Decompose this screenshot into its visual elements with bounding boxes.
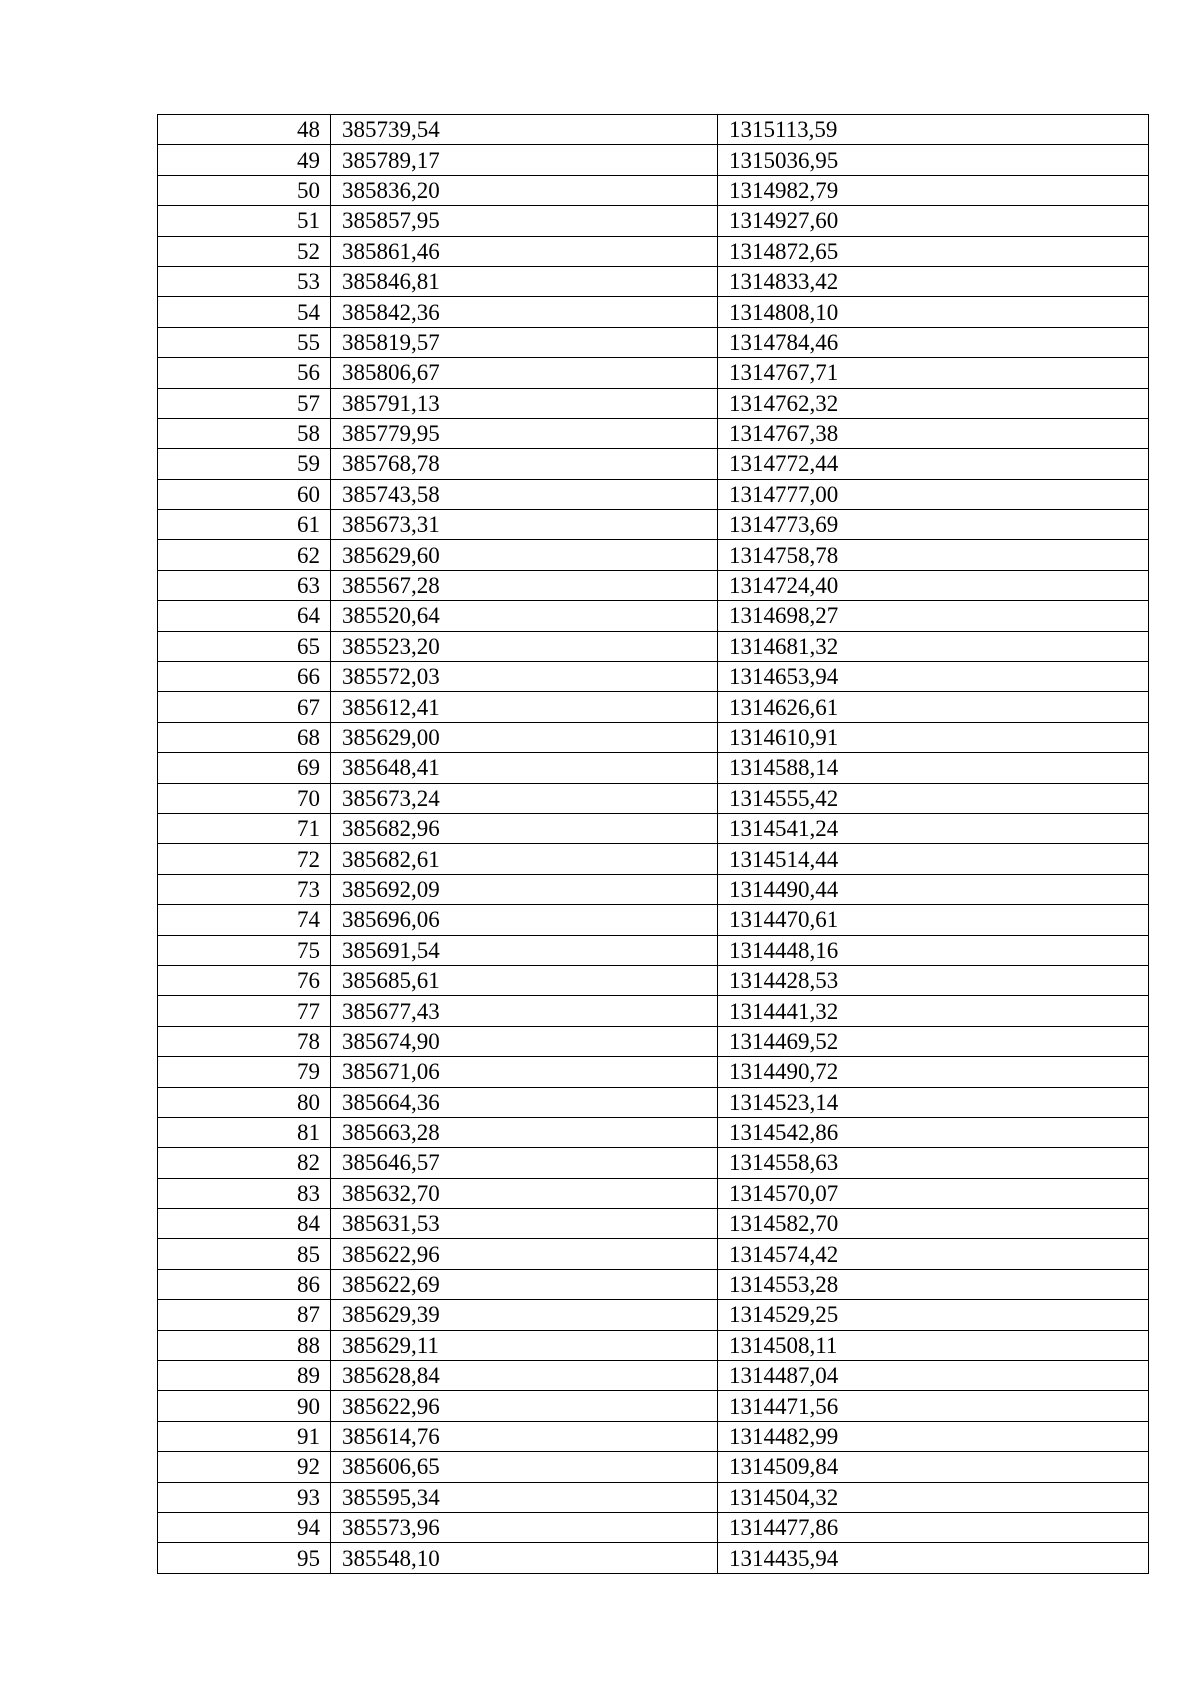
y-coordinate-cell: 1314872,65 xyxy=(718,236,1149,266)
point-number-cell: 79 xyxy=(158,1057,331,1087)
x-coordinate-cell: 385692,09 xyxy=(331,874,718,904)
point-number-cell: 70 xyxy=(158,783,331,813)
x-coordinate-cell: 385664,36 xyxy=(331,1087,718,1117)
table-row xyxy=(158,905,1149,935)
x-coordinate-cell: 385614,76 xyxy=(331,1421,718,1451)
y-coordinate-cell: 1314428,53 xyxy=(718,965,1149,995)
table-row xyxy=(158,1421,1149,1451)
point-number-cell: 95 xyxy=(158,1543,331,1573)
y-coordinate-cell: 1314490,44 xyxy=(718,874,1149,904)
point-number-cell: 54 xyxy=(158,297,331,327)
table-row xyxy=(158,388,1149,418)
point-number-cell: 52 xyxy=(158,236,331,266)
point-number-cell: 82 xyxy=(158,1148,331,1178)
x-coordinate-cell: 385671,06 xyxy=(331,1057,718,1087)
table-row xyxy=(158,996,1149,1026)
table-row xyxy=(158,692,1149,722)
y-coordinate-cell: 1314772,44 xyxy=(718,449,1149,479)
y-coordinate-cell: 1314435,94 xyxy=(718,1543,1149,1573)
table-row xyxy=(158,327,1149,357)
y-coordinate-cell: 1314555,42 xyxy=(718,783,1149,813)
point-number-cell: 75 xyxy=(158,935,331,965)
y-coordinate-cell: 1314610,91 xyxy=(718,722,1149,752)
point-number-cell: 60 xyxy=(158,479,331,509)
x-coordinate-cell: 385612,41 xyxy=(331,692,718,722)
table-row xyxy=(158,1239,1149,1269)
x-coordinate-cell: 385567,28 xyxy=(331,570,718,600)
point-number-cell: 50 xyxy=(158,175,331,205)
table-row xyxy=(158,540,1149,570)
x-coordinate-cell: 385572,03 xyxy=(331,662,718,692)
x-coordinate-cell: 385842,36 xyxy=(331,297,718,327)
point-number-cell: 73 xyxy=(158,874,331,904)
table-row xyxy=(158,722,1149,752)
y-coordinate-cell: 1314724,40 xyxy=(718,570,1149,600)
point-number-cell: 83 xyxy=(158,1178,331,1208)
table-row xyxy=(158,1482,1149,1512)
y-coordinate-cell: 1314773,69 xyxy=(718,510,1149,540)
y-coordinate-cell: 1315113,59 xyxy=(718,115,1149,145)
x-coordinate-cell: 385663,28 xyxy=(331,1117,718,1147)
table-row xyxy=(158,570,1149,600)
point-number-cell: 88 xyxy=(158,1330,331,1360)
x-coordinate-cell: 385677,43 xyxy=(331,996,718,1026)
table-row xyxy=(158,297,1149,327)
table-row xyxy=(158,753,1149,783)
y-coordinate-cell: 1314477,86 xyxy=(718,1512,1149,1542)
table-row xyxy=(158,783,1149,813)
x-coordinate-cell: 385673,31 xyxy=(331,510,718,540)
table-row xyxy=(158,631,1149,661)
x-coordinate-cell: 385523,20 xyxy=(331,631,718,661)
table-row xyxy=(158,1512,1149,1542)
table-row xyxy=(158,935,1149,965)
table-row xyxy=(158,115,1149,145)
x-coordinate-cell: 385861,46 xyxy=(331,236,718,266)
point-number-cell: 61 xyxy=(158,510,331,540)
y-coordinate-cell: 1315036,95 xyxy=(718,145,1149,175)
table-row xyxy=(158,1178,1149,1208)
point-number-cell: 55 xyxy=(158,327,331,357)
x-coordinate-cell: 385743,58 xyxy=(331,479,718,509)
x-coordinate-cell: 385691,54 xyxy=(331,935,718,965)
y-coordinate-cell: 1314570,07 xyxy=(718,1178,1149,1208)
point-number-cell: 67 xyxy=(158,692,331,722)
x-coordinate-cell: 385673,24 xyxy=(331,783,718,813)
point-number-cell: 64 xyxy=(158,601,331,631)
point-number-cell: 74 xyxy=(158,905,331,935)
x-coordinate-cell: 385632,70 xyxy=(331,1178,718,1208)
x-coordinate-cell: 385696,06 xyxy=(331,905,718,935)
table-row xyxy=(158,844,1149,874)
point-number-cell: 49 xyxy=(158,145,331,175)
y-coordinate-cell: 1314982,79 xyxy=(718,175,1149,205)
y-coordinate-cell: 1314470,61 xyxy=(718,905,1149,935)
table-row xyxy=(158,1057,1149,1087)
y-coordinate-cell: 1314833,42 xyxy=(718,266,1149,296)
y-coordinate-cell: 1314514,44 xyxy=(718,844,1149,874)
point-number-cell: 59 xyxy=(158,449,331,479)
x-coordinate-cell: 385606,65 xyxy=(331,1452,718,1482)
y-coordinate-cell: 1314482,99 xyxy=(718,1421,1149,1451)
x-coordinate-cell: 385685,61 xyxy=(331,965,718,995)
x-coordinate-cell: 385629,60 xyxy=(331,540,718,570)
point-number-cell: 90 xyxy=(158,1391,331,1421)
point-number-cell: 48 xyxy=(158,115,331,145)
table-row xyxy=(158,206,1149,236)
y-coordinate-cell: 1314767,71 xyxy=(718,358,1149,388)
y-coordinate-cell: 1314653,94 xyxy=(718,662,1149,692)
x-coordinate-cell: 385846,81 xyxy=(331,266,718,296)
coordinates-table xyxy=(157,114,1149,1574)
point-number-cell: 57 xyxy=(158,388,331,418)
table-row xyxy=(158,1452,1149,1482)
table-row xyxy=(158,449,1149,479)
point-number-cell: 66 xyxy=(158,662,331,692)
x-coordinate-cell: 385791,13 xyxy=(331,388,718,418)
table-row xyxy=(158,1330,1149,1360)
y-coordinate-cell: 1314574,42 xyxy=(718,1239,1149,1269)
table-row xyxy=(158,965,1149,995)
table-row xyxy=(158,510,1149,540)
table-row xyxy=(158,601,1149,631)
y-coordinate-cell: 1314490,72 xyxy=(718,1057,1149,1087)
table-row xyxy=(158,1300,1149,1330)
point-number-cell: 94 xyxy=(158,1512,331,1542)
table-row xyxy=(158,1269,1149,1299)
table-row xyxy=(158,1391,1149,1421)
x-coordinate-cell: 385629,11 xyxy=(331,1330,718,1360)
table-row xyxy=(158,145,1149,175)
point-number-cell: 81 xyxy=(158,1117,331,1147)
table-row xyxy=(158,1087,1149,1117)
y-coordinate-cell: 1314758,78 xyxy=(718,540,1149,570)
table-row xyxy=(158,813,1149,843)
point-number-cell: 69 xyxy=(158,753,331,783)
point-number-cell: 78 xyxy=(158,1026,331,1056)
y-coordinate-cell: 1314487,04 xyxy=(718,1361,1149,1391)
x-coordinate-cell: 385836,20 xyxy=(331,175,718,205)
x-coordinate-cell: 385682,61 xyxy=(331,844,718,874)
point-number-cell: 65 xyxy=(158,631,331,661)
point-number-cell: 58 xyxy=(158,418,331,448)
point-number-cell: 62 xyxy=(158,540,331,570)
table-row xyxy=(158,1361,1149,1391)
y-coordinate-cell: 1314509,84 xyxy=(718,1452,1149,1482)
point-number-cell: 68 xyxy=(158,722,331,752)
y-coordinate-cell: 1314542,86 xyxy=(718,1117,1149,1147)
x-coordinate-cell: 385819,57 xyxy=(331,327,718,357)
point-number-cell: 53 xyxy=(158,266,331,296)
table-row xyxy=(158,1026,1149,1056)
table-row xyxy=(158,479,1149,509)
x-coordinate-cell: 385595,34 xyxy=(331,1482,718,1512)
point-number-cell: 77 xyxy=(158,996,331,1026)
coordinates-table-body xyxy=(158,115,1149,1574)
x-coordinate-cell: 385520,64 xyxy=(331,601,718,631)
y-coordinate-cell: 1314471,56 xyxy=(718,1391,1149,1421)
y-coordinate-cell: 1314784,46 xyxy=(718,327,1149,357)
table-row xyxy=(158,1209,1149,1239)
x-coordinate-cell: 385622,69 xyxy=(331,1269,718,1299)
table-row xyxy=(158,175,1149,205)
x-coordinate-cell: 385622,96 xyxy=(331,1239,718,1269)
point-number-cell: 76 xyxy=(158,965,331,995)
y-coordinate-cell: 1314777,00 xyxy=(718,479,1149,509)
point-number-cell: 80 xyxy=(158,1087,331,1117)
x-coordinate-cell: 385648,41 xyxy=(331,753,718,783)
y-coordinate-cell: 1314469,52 xyxy=(718,1026,1149,1056)
y-coordinate-cell: 1314553,28 xyxy=(718,1269,1149,1299)
y-coordinate-cell: 1314762,32 xyxy=(718,388,1149,418)
table-row xyxy=(158,662,1149,692)
point-number-cell: 92 xyxy=(158,1452,331,1482)
y-coordinate-cell: 1314588,14 xyxy=(718,753,1149,783)
x-coordinate-cell: 385789,17 xyxy=(331,145,718,175)
point-number-cell: 56 xyxy=(158,358,331,388)
x-coordinate-cell: 385682,96 xyxy=(331,813,718,843)
y-coordinate-cell: 1314698,27 xyxy=(718,601,1149,631)
y-coordinate-cell: 1314681,32 xyxy=(718,631,1149,661)
x-coordinate-cell: 385674,90 xyxy=(331,1026,718,1056)
table-row xyxy=(158,236,1149,266)
y-coordinate-cell: 1314558,63 xyxy=(718,1148,1149,1178)
table-row xyxy=(158,1148,1149,1178)
y-coordinate-cell: 1314508,11 xyxy=(718,1330,1149,1360)
table-row xyxy=(158,1543,1149,1573)
x-coordinate-cell: 385779,95 xyxy=(331,418,718,448)
x-coordinate-cell: 385548,10 xyxy=(331,1543,718,1573)
y-coordinate-cell: 1314529,25 xyxy=(718,1300,1149,1330)
table-row xyxy=(158,1117,1149,1147)
point-number-cell: 91 xyxy=(158,1421,331,1451)
y-coordinate-cell: 1314441,32 xyxy=(718,996,1149,1026)
x-coordinate-cell: 385622,96 xyxy=(331,1391,718,1421)
point-number-cell: 71 xyxy=(158,813,331,843)
x-coordinate-cell: 385806,67 xyxy=(331,358,718,388)
point-number-cell: 93 xyxy=(158,1482,331,1512)
x-coordinate-cell: 385768,78 xyxy=(331,449,718,479)
point-number-cell: 84 xyxy=(158,1209,331,1239)
x-coordinate-cell: 385629,00 xyxy=(331,722,718,752)
y-coordinate-cell: 1314448,16 xyxy=(718,935,1149,965)
y-coordinate-cell: 1314582,70 xyxy=(718,1209,1149,1239)
x-coordinate-cell: 385646,57 xyxy=(331,1148,718,1178)
y-coordinate-cell: 1314504,32 xyxy=(718,1482,1149,1512)
y-coordinate-cell: 1314808,10 xyxy=(718,297,1149,327)
x-coordinate-cell: 385629,39 xyxy=(331,1300,718,1330)
y-coordinate-cell: 1314626,61 xyxy=(718,692,1149,722)
x-coordinate-cell: 385573,96 xyxy=(331,1512,718,1542)
y-coordinate-cell: 1314523,14 xyxy=(718,1087,1149,1117)
x-coordinate-cell: 385628,84 xyxy=(331,1361,718,1391)
table-row xyxy=(158,266,1149,296)
point-number-cell: 63 xyxy=(158,570,331,600)
x-coordinate-cell: 385739,54 xyxy=(331,115,718,145)
y-coordinate-cell: 1314541,24 xyxy=(718,813,1149,843)
y-coordinate-cell: 1314767,38 xyxy=(718,418,1149,448)
point-number-cell: 72 xyxy=(158,844,331,874)
point-number-cell: 87 xyxy=(158,1300,331,1330)
table-row xyxy=(158,874,1149,904)
y-coordinate-cell: 1314927,60 xyxy=(718,206,1149,236)
point-number-cell: 86 xyxy=(158,1269,331,1299)
x-coordinate-cell: 385857,95 xyxy=(331,206,718,236)
table-row xyxy=(158,358,1149,388)
point-number-cell: 85 xyxy=(158,1239,331,1269)
x-coordinate-cell: 385631,53 xyxy=(331,1209,718,1239)
table-row xyxy=(158,418,1149,448)
point-number-cell: 89 xyxy=(158,1361,331,1391)
point-number-cell: 51 xyxy=(158,206,331,236)
